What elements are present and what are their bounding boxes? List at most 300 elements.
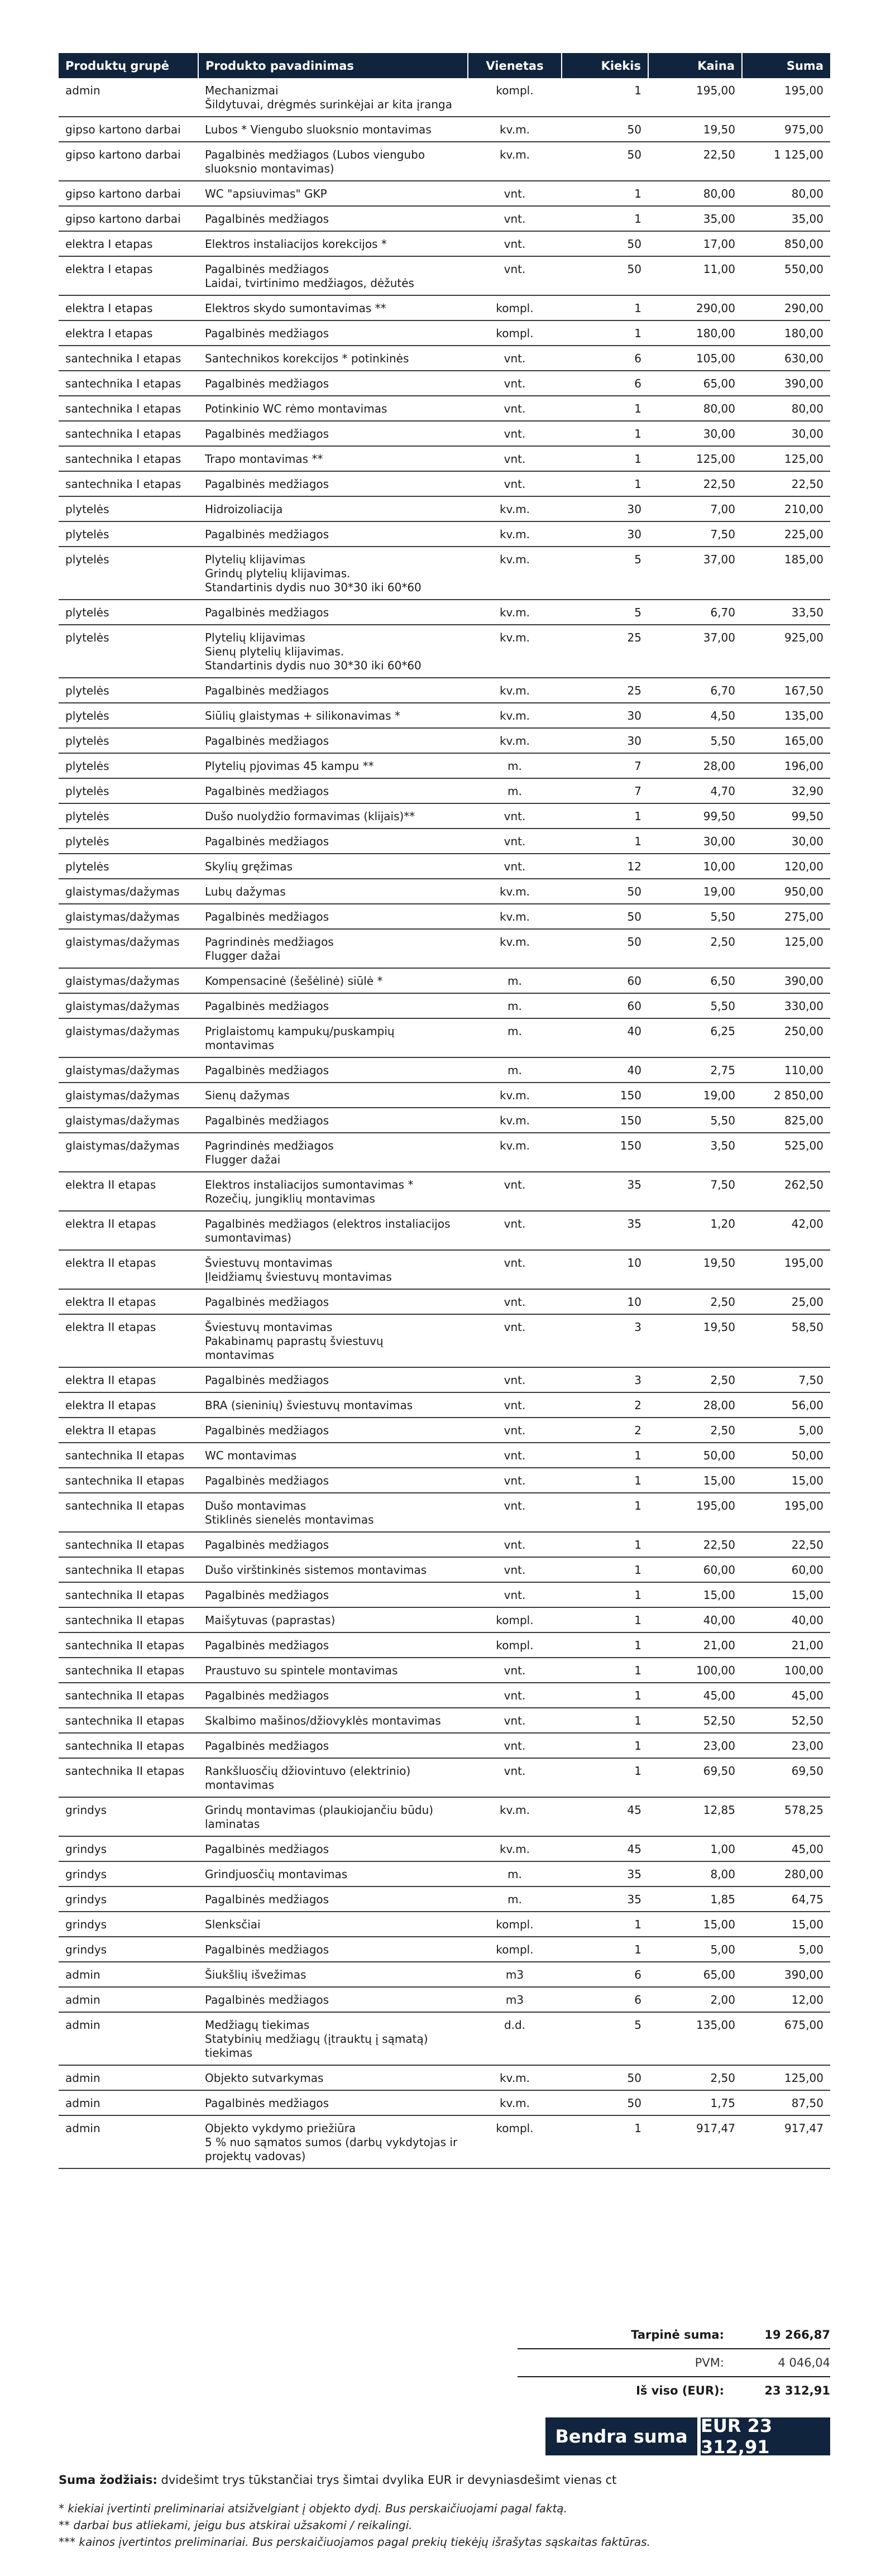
cell-name-line: Šiukšlių išvežimas (205, 1968, 306, 1981)
cell-name-line: Pagalbinės medžiagos (205, 734, 329, 748)
cell-sum: 45,00 (742, 1836, 830, 1861)
cell-name (198, 778, 468, 803)
table-row (59, 1937, 830, 1962)
cell-name-line: Šviestuvų montavimas (205, 1256, 333, 1270)
cell-name (198, 1108, 468, 1133)
cell-price: 6,70 (648, 600, 742, 625)
amount-in-words-label: Suma žodžiais: (59, 2473, 157, 2487)
cell-qty: 50 (562, 2065, 648, 2090)
cell-unit: m. (468, 1018, 562, 1057)
cell-name-line: Pagalbinės medžiagos (205, 1893, 329, 1906)
table-row (59, 1057, 830, 1083)
cell-name-line: Pagalbinės medžiagos (205, 835, 329, 848)
cell-name (198, 1836, 468, 1861)
cell-name (198, 1758, 468, 1797)
cell-qty: 12 (562, 854, 648, 879)
cell-unit: vnt. (468, 1468, 562, 1493)
cell-sum: 40,00 (742, 1607, 830, 1632)
cell-price: 12,85 (648, 1797, 742, 1836)
cell-unit: vnt. (468, 1443, 562, 1468)
cell-group: gipso kartono darbai (59, 181, 198, 206)
table-row (59, 904, 830, 929)
cell-unit: vnt. (468, 181, 562, 206)
cell-name-line: Pagalbinės medžiagos (205, 1295, 329, 1309)
cell-sum: 87,50 (742, 2090, 830, 2115)
table-row (59, 1836, 830, 1861)
cell-name-line: montavimas (205, 1348, 275, 1362)
cell-name-line: Stiklinės sienelės montavimas (205, 1513, 374, 1526)
table-row (59, 496, 830, 521)
cell-unit: kv.m. (468, 1836, 562, 1861)
cell-group: grindys (59, 1797, 198, 1836)
cell-price: 1,20 (648, 1211, 742, 1250)
cell-name-line: Objekto vykdymo priežiūra (205, 2122, 356, 2135)
cell-name (198, 142, 468, 181)
table-row (59, 231, 830, 256)
cell-qty: 150 (562, 1083, 648, 1108)
cell-sum: 167,50 (742, 678, 830, 703)
cell-name-line: montavimas (205, 1038, 275, 1052)
table-row (59, 371, 830, 396)
cell-name (198, 1083, 468, 1108)
cell-name-line: Rankšluosčių džiovintuvo (elektrinio) (205, 1764, 411, 1778)
cell-sum: 1 125,00 (742, 142, 830, 181)
cell-group: santechnika II etapas (59, 1493, 198, 1532)
cell-group: admin (59, 1987, 198, 2012)
cell-name (198, 1962, 468, 1987)
cell-group: santechnika II etapas (59, 1443, 198, 1468)
cell-name-line: Kompensacinė (šešėlinė) siūlė * (205, 974, 383, 988)
cell-name (198, 1289, 468, 1314)
cell-name (198, 829, 468, 854)
cell-unit: kv.m. (468, 142, 562, 181)
cell-price: 195,00 (648, 78, 742, 117)
cell-name-line: Įleidžiamų šviestuvų montavimas (205, 1270, 392, 1284)
cell-qty: 30 (562, 521, 648, 547)
cell-price: 52,50 (648, 1708, 742, 1733)
cell-qty: 1 (562, 396, 648, 421)
table-row (59, 703, 830, 728)
cell-sum: 56,00 (742, 1392, 830, 1418)
cell-price: 8,00 (648, 1861, 742, 1886)
cell-name (198, 206, 468, 231)
cell-unit: vnt. (468, 829, 562, 854)
cell-name (198, 1314, 468, 1367)
table-row (59, 728, 830, 753)
table-row (59, 1733, 830, 1758)
cell-group: elektra II etapas (59, 1418, 198, 1443)
cell-price: 17,00 (648, 231, 742, 256)
cell-name-line: Pagalbinės medžiagos (205, 262, 329, 276)
cell-qty: 6 (562, 371, 648, 396)
cell-unit: kv.m. (468, 1797, 562, 1836)
cell-price: 30,00 (648, 421, 742, 446)
cell-name-line: Pagalbinės medžiagos (205, 1993, 329, 2007)
cell-qty: 35 (562, 1172, 648, 1211)
cell-unit: m. (468, 1861, 562, 1886)
table-row (59, 1708, 830, 1733)
cell-price: 60,00 (648, 1557, 742, 1582)
table-row (59, 1133, 830, 1172)
cell-price: 5,50 (648, 728, 742, 753)
cell-group: elektra I etapas (59, 256, 198, 295)
cell-name-line: Elektros instaliacijos korekcijos * (205, 237, 387, 251)
cell-name-line: Medžiagų tiekimas (205, 2018, 310, 2032)
cell-unit: kompl. (468, 295, 562, 320)
cell-name (198, 968, 468, 993)
table-row (59, 1418, 830, 1443)
cell-qty: 1 (562, 295, 648, 320)
cell-qty: 1 (562, 1758, 648, 1797)
cell-price: 50,00 (648, 1443, 742, 1468)
cell-price: 15,00 (648, 1582, 742, 1607)
cell-name (198, 1632, 468, 1658)
cell-name-line: Pagalbinės medžiagos (205, 1424, 329, 1437)
table-row (59, 778, 830, 803)
cell-qty: 6 (562, 346, 648, 371)
cell-unit: m. (468, 1886, 562, 1912)
cell-name-line: Mechanizmai (205, 84, 279, 97)
cell-sum: 165,00 (742, 728, 830, 753)
subtotal-value: 19 266,87 (764, 2328, 830, 2342)
cell-name-line: Pagalbinės medžiagos (205, 1639, 329, 1652)
cell-group: elektra II etapas (59, 1392, 198, 1418)
cell-unit: kv.m. (468, 879, 562, 904)
cell-sum: 195,00 (742, 78, 830, 117)
table-row (59, 2065, 830, 2090)
cell-name-line: Skalbimo mašinos/džiovyklės montavimas (205, 1714, 441, 1727)
cell-price: 40,00 (648, 1607, 742, 1632)
cell-sum: 850,00 (742, 231, 830, 256)
cell-name (198, 181, 468, 206)
cell-name-line: laminatas (205, 1817, 260, 1831)
cell-name-line: Grindjuosčių montavimas (205, 1868, 348, 1881)
cell-price: 7,50 (648, 521, 742, 547)
cell-group: admin (59, 2115, 198, 2168)
cell-name-line: Pagalbinės medžiagos (205, 1064, 329, 1077)
cell-group: glaistymas/dažymas (59, 968, 198, 993)
cell-name (198, 703, 468, 728)
table-row (59, 1108, 830, 1133)
cell-qty: 1 (562, 471, 648, 496)
cell-name-line: Slenksčiai (205, 1918, 261, 1931)
cell-group: plytelės (59, 600, 198, 625)
cell-name-line: Flugger dažai (205, 949, 281, 963)
grand-total-banner (545, 2415, 830, 2458)
grand-total-value: EUR 23 312,91 (701, 2417, 830, 2455)
cell-name-line: Pagalbinės medžiagos (205, 910, 329, 923)
subtotal-label: Tarpinė suma: (631, 2328, 724, 2342)
cell-name (198, 854, 468, 879)
cell-group: santechnika II etapas (59, 1733, 198, 1758)
table-row (59, 1211, 830, 1250)
cell-name-line: Pagalbinės medžiagos (205, 1114, 329, 1127)
cell-qty: 1 (562, 2115, 648, 2168)
cell-price: 22,50 (648, 1532, 742, 1557)
cell-qty: 50 (562, 231, 648, 256)
cell-price: 5,50 (648, 1108, 742, 1133)
cell-price: 2,50 (648, 1418, 742, 1443)
cell-group: elektra I etapas (59, 231, 198, 256)
cell-group: grindys (59, 1861, 198, 1886)
cell-group: admin (59, 2090, 198, 2115)
cell-price: 99,50 (648, 803, 742, 829)
table-row (59, 829, 830, 854)
cell-name (198, 879, 468, 904)
cell-group: santechnika I etapas (59, 396, 198, 421)
table-row (59, 1018, 830, 1057)
cell-unit: kv.m. (468, 929, 562, 968)
cell-group: grindys (59, 1937, 198, 1962)
cell-qty: 50 (562, 117, 648, 142)
cell-unit: vnt. (468, 803, 562, 829)
cell-unit: kv.m. (468, 2065, 562, 2090)
cell-name-line: Sienų dažymas (205, 1089, 290, 1102)
cell-name (198, 1658, 468, 1683)
table-row (59, 879, 830, 904)
cell-unit: m. (468, 968, 562, 993)
cell-sum: 15,00 (742, 1912, 830, 1937)
table-row (59, 1962, 830, 1987)
cell-sum: 58,50 (742, 1314, 830, 1367)
cell-unit: vnt. (468, 1758, 562, 1797)
cell-sum: 22,50 (742, 1532, 830, 1557)
cell-name (198, 993, 468, 1018)
cell-sum: 5,00 (742, 1937, 830, 1962)
cell-qty: 50 (562, 2090, 648, 2115)
cell-group: santechnika II etapas (59, 1532, 198, 1557)
cell-sum: 210,00 (742, 496, 830, 521)
cell-sum: 33,50 (742, 600, 830, 625)
cell-qty: 1 (562, 1937, 648, 1962)
cell-price: 3,50 (648, 1133, 742, 1172)
cell-group: plytelės (59, 547, 198, 600)
cell-name (198, 1172, 468, 1211)
cell-group: santechnika I etapas (59, 371, 198, 396)
cell-price: 135,00 (648, 2012, 742, 2065)
cell-price: 1,85 (648, 1886, 742, 1912)
cell-unit: kv.m. (468, 625, 562, 678)
table-row (59, 471, 830, 496)
totals-block (518, 2321, 830, 2404)
cell-unit: m. (468, 753, 562, 778)
cell-price: 22,50 (648, 142, 742, 181)
cell-price: 6,50 (648, 968, 742, 993)
cell-name-line: Elektros instaliacijos sumontavimas * (205, 1178, 414, 1191)
cell-name (198, 1683, 468, 1708)
cell-name (198, 371, 468, 396)
cell-price: 19,50 (648, 1314, 742, 1367)
vat-row (518, 2348, 830, 2377)
cell-price: 80,00 (648, 181, 742, 206)
cell-price: 5,00 (648, 1937, 742, 1962)
table-row (59, 1557, 830, 1582)
cell-qty: 50 (562, 879, 648, 904)
vat-label: PVM: (695, 2356, 724, 2369)
cell-unit: vnt. (468, 206, 562, 231)
cell-sum: 23,00 (742, 1733, 830, 1758)
table-row (59, 1683, 830, 1708)
cell-qty: 1 (562, 1733, 648, 1758)
table-row (59, 1392, 830, 1418)
cell-unit: kompl. (468, 1632, 562, 1658)
table-row (59, 1083, 830, 1108)
table-row (59, 1367, 830, 1392)
table-row (59, 1987, 830, 2012)
cell-group: admin (59, 2012, 198, 2065)
table-row (59, 2090, 830, 2115)
cell-sum: 262,50 (742, 1172, 830, 1211)
cell-qty: 45 (562, 1797, 648, 1836)
amount-in-words (59, 2473, 616, 2487)
table-row (59, 854, 830, 879)
table-row (59, 803, 830, 829)
cell-name (198, 1250, 468, 1289)
cell-name (198, 753, 468, 778)
cell-qty: 1 (562, 1557, 648, 1582)
cell-group: plytelės (59, 678, 198, 703)
table-row (59, 1658, 830, 1683)
cell-name-line: Santechnikos korekcijos * potinkinės (205, 352, 409, 365)
cell-qty: 25 (562, 678, 648, 703)
cell-unit: kompl. (468, 1912, 562, 1937)
cell-name (198, 78, 468, 117)
cell-group: elektra II etapas (59, 1314, 198, 1367)
cell-name (198, 521, 468, 547)
cell-qty: 7 (562, 778, 648, 803)
cell-unit: m. (468, 778, 562, 803)
cell-group: santechnika II etapas (59, 1582, 198, 1607)
cell-name (198, 1937, 468, 1962)
cell-name-line: Pagalbinės medžiagos (Lubos viengubo (205, 148, 425, 161)
cell-name (198, 1493, 468, 1532)
total-row (518, 2377, 830, 2404)
cell-sum: 21,00 (742, 1632, 830, 1658)
cell-name-line: Potinkinio WC rėmo montavimas (205, 402, 387, 415)
cell-unit: vnt. (468, 371, 562, 396)
cell-price: 19,00 (648, 879, 742, 904)
cell-unit: kv.m. (468, 2090, 562, 2115)
cell-price: 105,00 (648, 346, 742, 371)
cell-sum: 630,00 (742, 346, 830, 371)
cell-name-line: Plytelių klijavimas (205, 631, 305, 644)
cell-group: santechnika II etapas (59, 1708, 198, 1733)
cell-name-line: Pagalbinės medžiagos (205, 1474, 329, 1487)
table-row (59, 421, 830, 446)
cell-price: 2,50 (648, 929, 742, 968)
cell-name-line: Pagalbinės medžiagos (205, 1943, 329, 1956)
cell-qty: 1 (562, 320, 648, 346)
cell-sum: 825,00 (742, 1108, 830, 1133)
cell-name-line: Praustuvo su spintele montavimas (205, 1664, 398, 1677)
cell-qty: 3 (562, 1314, 648, 1367)
cell-name (198, 1443, 468, 1468)
cell-name-line: Trapo montavimas ** (205, 452, 323, 466)
cell-qty: 1 (562, 421, 648, 446)
cell-sum: 550,00 (742, 256, 830, 295)
cell-name-line: Pagalbinės medžiagos (205, 1538, 329, 1552)
cell-group: santechnika II etapas (59, 1632, 198, 1658)
cell-group: elektra II etapas (59, 1211, 198, 1250)
cell-group: santechnika II etapas (59, 1658, 198, 1683)
cell-price: 28,00 (648, 1392, 742, 1418)
cell-sum: 196,00 (742, 753, 830, 778)
cell-name-line: WC "apsiuvimas" GKP (205, 187, 327, 200)
cell-unit: vnt. (468, 471, 562, 496)
table-row (59, 600, 830, 625)
cell-sum: 950,00 (742, 879, 830, 904)
cell-price: 180,00 (648, 320, 742, 346)
cell-price: 28,00 (648, 753, 742, 778)
cell-name (198, 1886, 468, 1912)
cell-group: santechnika I etapas (59, 421, 198, 446)
table-row (59, 1886, 830, 1912)
cell-price: 10,00 (648, 854, 742, 879)
cell-group: glaistymas/dažymas (59, 1057, 198, 1083)
cell-unit: vnt. (468, 396, 562, 421)
cell-sum: 15,00 (742, 1582, 830, 1607)
table-row (59, 181, 830, 206)
cell-price: 6,25 (648, 1018, 742, 1057)
cell-price: 21,00 (648, 1632, 742, 1658)
cell-qty: 50 (562, 256, 648, 295)
cell-price: 22,50 (648, 471, 742, 496)
cell-sum: 120,00 (742, 854, 830, 879)
cell-sum: 25,00 (742, 1289, 830, 1314)
header-sum: Suma (742, 53, 830, 78)
cell-group: glaistymas/dažymas (59, 1108, 198, 1133)
cell-price: 45,00 (648, 1683, 742, 1708)
cell-group: plytelės (59, 753, 198, 778)
cell-name-line: projektų vadovas) (205, 2149, 306, 2163)
estimate-table (59, 53, 830, 2169)
cell-qty: 7 (562, 753, 648, 778)
cell-name (198, 1532, 468, 1557)
cell-unit: vnt. (468, 1392, 562, 1418)
cell-qty: 50 (562, 904, 648, 929)
cell-sum: 30,00 (742, 829, 830, 854)
table-row (59, 117, 830, 142)
cell-name (198, 1797, 468, 1836)
cell-name (198, 2012, 468, 2065)
cell-group: grindys (59, 1836, 198, 1861)
cell-qty: 1 (562, 181, 648, 206)
cell-unit: kompl. (468, 1607, 562, 1632)
cell-qty: 1 (562, 1443, 648, 1468)
cell-unit: kv.m. (468, 728, 562, 753)
cell-sum: 290,00 (742, 295, 830, 320)
grand-total-label: Bendra suma (545, 2417, 697, 2455)
cell-sum: 195,00 (742, 1493, 830, 1532)
cell-price: 2,50 (648, 1289, 742, 1314)
cell-name-line: Lubų dažymas (205, 885, 286, 898)
cell-unit: vnt. (468, 1172, 562, 1211)
cell-name (198, 2090, 468, 2115)
cell-group: glaistymas/dažymas (59, 904, 198, 929)
cell-group: elektra I etapas (59, 295, 198, 320)
cell-qty: 5 (562, 600, 648, 625)
cell-price: 125,00 (648, 446, 742, 471)
cell-sum: 125,00 (742, 2065, 830, 2090)
cell-unit: kompl. (468, 78, 562, 117)
cell-name (198, 600, 468, 625)
cell-sum: 917,47 (742, 2115, 830, 2168)
cell-name-line: montavimas (205, 1778, 275, 1792)
table-row (59, 547, 830, 600)
cell-group: santechnika I etapas (59, 446, 198, 471)
cell-name (198, 1367, 468, 1392)
cell-unit: m. (468, 993, 562, 1018)
